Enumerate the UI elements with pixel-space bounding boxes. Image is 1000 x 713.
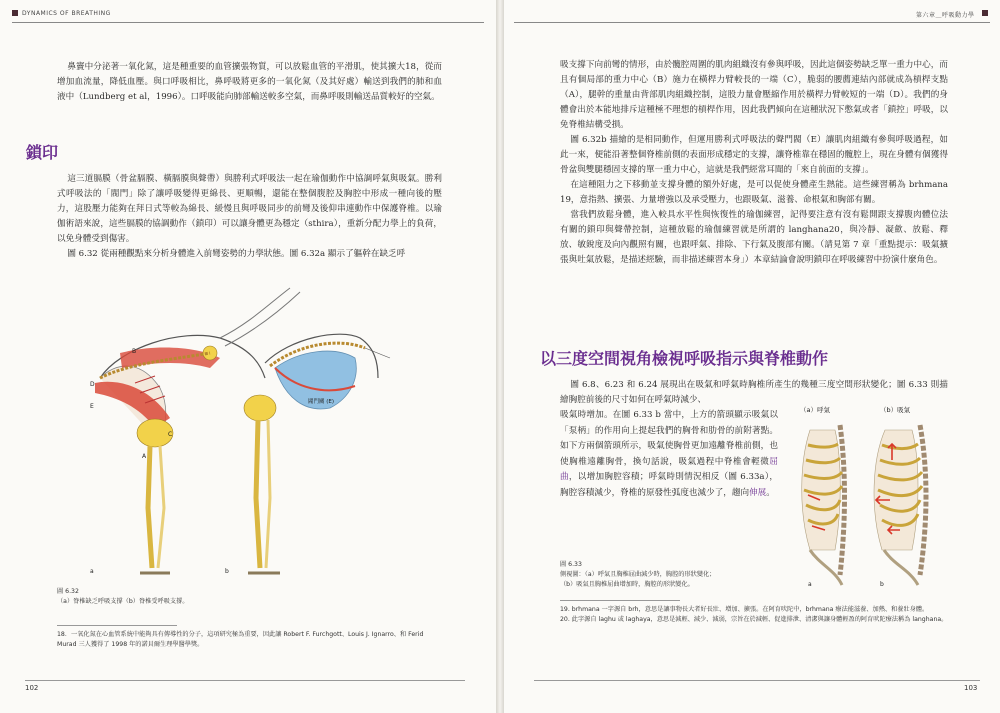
running-head-mark	[12, 10, 18, 16]
right-paragraph-4: 當我們放鬆身體，進入較具水平性與恢復性的瑜伽練習，記得要注意有沒有鬆開跟支撐腹肉體位法有關的鎖印與聲帶控制，這種放鬆的瑜伽練習就是所謂的 langhana20，與冷靜、凝歛、放鬆、釋放、敏銳度及向內觀照有關，也跟呼氣、排除、下行氣及腹部有關。（請見第 7 章「重點提示：吸氣擴張與吐氣放鬆，是描述經驗，而非描述練習本身」）本章結論會說明鎖印在呼吸練習中扮演什麼角色。	[560, 210, 948, 265]
section-heading-lock: 鎖印	[26, 143, 59, 162]
page-number-left: 102	[25, 684, 39, 692]
figure-6-33-panel-a: a	[808, 581, 812, 588]
footnote-20: 20. 此字源自 laghu 或 laghaya，意思是減輕、減少、減弱，宗旨在於減輕、促進排泄、清潔與讓身體輕盈的阿育吠陀療法稱為 langhana。	[560, 615, 948, 623]
term-extension: 伸展	[749, 487, 767, 498]
bottom-rule-left	[25, 680, 465, 681]
figure-6-33-label-b: （b）吸氣	[880, 406, 911, 414]
label-a: A	[142, 453, 147, 460]
right-body-block	[560, 58, 948, 268]
figure-6-33-caption	[560, 560, 820, 590]
running-head-mark-right	[982, 10, 988, 16]
right-page	[504, 0, 1000, 713]
figure-6-33-label-a: （a）呼氣	[800, 406, 830, 414]
left-page	[0, 0, 496, 713]
paragraph-5-text-mid: ，以增加胸腔容積；呼氣時則情況相反（圖 6.33a），胸腔容積減少，脊椎的原發性弧度也減少了，趨向	[560, 472, 778, 498]
term-flexion: 屈曲	[560, 456, 778, 482]
label-c: C	[168, 431, 173, 438]
right-paragraph-5-body	[560, 408, 778, 501]
footnote-rule-left	[57, 625, 177, 626]
footnote-18: 18．一氧化氮在心血管系統中能夠具有傳導性的分子，這項研究極為重要，因此讓 Robert F. Furchgott、Louis J. Ignarro、和 Ferid Murad 三人獲得了 1998 年的諾貝爾生理學醫學獎。	[57, 631, 424, 648]
figure-6-33-panel-b: b	[880, 581, 884, 588]
paragraph-5-text-end: 。	[766, 487, 775, 498]
figure-6-32-caption-title: 圖 6.32	[57, 588, 79, 595]
page-number-right: 103	[964, 684, 978, 692]
label-d: D	[90, 381, 95, 388]
right-paragraph-2: 圖 6.32b 描繪的是相同動作，但運用勝利式呼吸法的聲門閥（E）讓肌肉組織有參與呼吸過程，如此一來，便能沿著整個脊椎前側的表面形成穩定的支撐，讓脊椎靠在穩固的髖腔上，現在身體有個獲得骨盆與雙腿穩固支撐的單一重力中心，這就是我們經常耳聞的「來自前面的支撐」。	[560, 135, 948, 175]
figure-6-33-caption-line-1: 側視圖：（a）呼氣且胸椎屈曲減少時，胸腔的形狀變化；	[560, 571, 716, 578]
right-paragraph-3: 在這種阻力之下移動並支撐身體的額外好處，是可以促使身體產生熱能。這些練習稱為 brhmana 19，意指熱、擴張、力量增強以及承受壓力，也跟吸氣、滋養、命根氣和胸部有關。	[560, 180, 948, 205]
label-e: E	[90, 403, 94, 410]
paragraph-5-text: 吸氣時增加。在圖 6.33 b 當中，上方的箭頭顯示吸氣以「泵柄」的作用向上提起我們的胸骨和肋骨的前附著點。如下方兩個箭頭所示，吸氣使胸骨更加遠離脊椎前側，也使胸椎遠離胸骨，換句話說，吸氣過程中脊椎會輕微	[560, 410, 778, 467]
left-paragraph-2: 圖 6.32 從兩種觀點來分析身體進入前彎姿勢的力學狀態。圖 6.32a 顯示了軀幹在缺乏呼	[67, 249, 406, 259]
figure-6-32-caption	[57, 587, 357, 607]
header-rule-right	[514, 22, 990, 23]
running-head-left: DYNAMICS OF BREATHING	[22, 10, 111, 17]
footnote-rule-right	[560, 600, 680, 601]
panel-label-a: a	[90, 568, 94, 575]
right-paragraph-1: 吸支撐下向前彎的情形，由於髖腔周圍的肌肉組織沒有參與呼吸，因此這個姿勢缺乏單一重力中心，而且有個局部的重力中心（B）施力在橫桿力臂較長的一端（C），脆弱的腰薦連結內部就成為槓桿支點（A），腿幹的重量由背部肌肉組織控制，這股力量會壓縮作用於橫桿力臂較短的一端（D）。我們的身體會出於本能地排斥這種極不理想的槓桿作用，因此我們傾向在這種狀況下憋氣或者「鎖控」呼吸，以免脊椎結構受損。	[560, 60, 948, 130]
figure-6-33-caption-line-2: （b）吸氣且胸椎屈曲增加時，胸腔的形狀變化。	[560, 581, 694, 588]
right-paragraph-5-lead: 圖 6.8、6.23 和 6.24 展現出在吸氣和呼氣時胸椎所產生的幾種三度空間形狀變化；圖 6.33 則描繪胸腔前後的尺寸如何在呼氣時減少、	[560, 380, 948, 405]
footnotes-right	[560, 605, 948, 624]
intro-paragraph-block	[57, 60, 442, 105]
book-gutter	[496, 0, 504, 713]
figure-6-33-caption-title: 圖 6.33	[560, 561, 582, 568]
ribcage-inhale	[874, 425, 926, 585]
label-valve: 閥門關 (E)	[308, 399, 335, 405]
figure-6-32	[60, 268, 450, 586]
figure-6-32-caption-text: （a）脊椎缺乏呼吸支撐（b）脊椎受呼吸支撐。	[57, 598, 189, 605]
intro-paragraph: 鼻竇中分泌著一氧化氮，這是種重要的血管擴張物質，可以放鬆血管的平滑肌，使其擴大18，從而增加血流量，降低血壓。與口呼吸相比，鼻呼吸將更多的一氧化氮（及其好處）輸送到我們的肺和血液中（Lundberg et al，1996）。口呼吸能向肺部輸送較多空氣，而鼻呼吸則輸送品質較好的空氣。	[57, 62, 442, 102]
label-b: B	[132, 348, 137, 355]
right-paragraph-5-column	[560, 408, 778, 501]
left-paragraph-1: 這三道膈膜（骨盆膈膜、橫膈膜與聲帶）與勝利式呼吸法一起在瑜伽動作中協調呼氣與吸氣。勝利式呼吸法的「閥門」除了讓呼吸變得更綿長、更順暢，還能在整個腹腔及胸腔中形成一種向後的壓力，這股壓力能夠在拜日式等較為綿長、緩慢且與呼吸同步的前彎及後仰串連動作中保護脊椎。以瑜伽術語來說，這些膈膜的協調動作（鎖印）可以讓身體更為穩定（sthira），重新分配力學上的負荷，以免身體受到傷害。	[57, 174, 442, 244]
running-head-right: 第六章＿呼吸動力學	[916, 12, 975, 19]
left-body-block	[57, 172, 442, 262]
header-rule	[12, 22, 484, 23]
figure-6-32b-illustration	[225, 334, 390, 575]
footnote-19: 19. brhmana 一字源自 brh，意思是讓事物長大者好長壯、增加、擴張。在阿育吠陀中，brhmana 療法能滋養、加熱、和養壯身體。	[560, 606, 929, 613]
panel-label-b: b	[225, 568, 229, 575]
section-heading-3d: 以三度空間視角檢視呼吸指示與脊椎動作	[540, 349, 829, 368]
bottom-rule-right	[534, 680, 980, 681]
